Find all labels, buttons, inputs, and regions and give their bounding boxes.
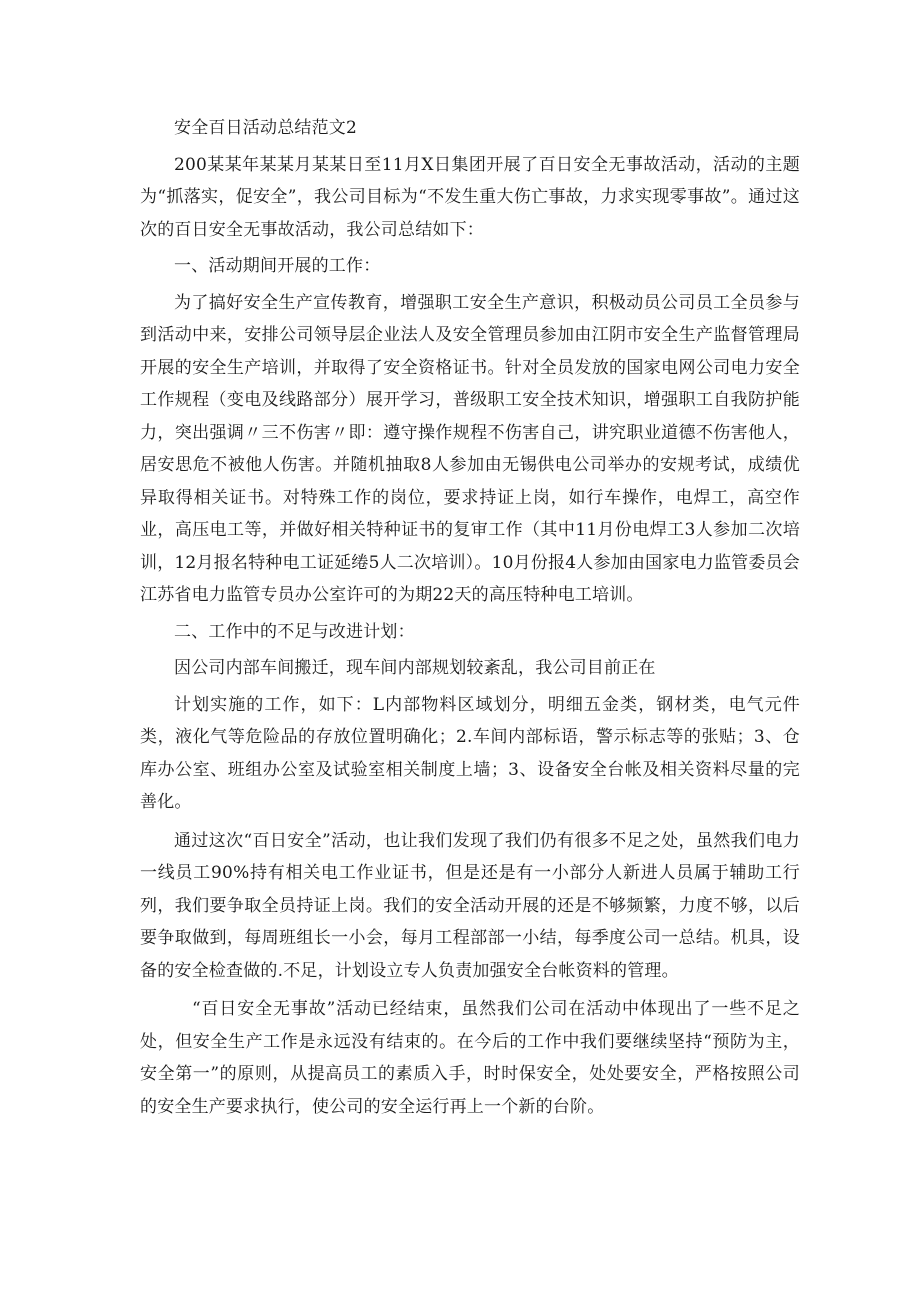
section-1-paragraph: 为了搞好安全生产宣传教育，增强职工安全生产意识，积极动员公司员工全员参与到活动中来，安排公司领导层企业法人及安全管理员参加由江阴市安全生产监督管理局开展的安全生产培训，并取得了安全资格证书。针对全员发放的国家电网公司电力安全工作规程（变电及线路部分）展开学习，普级职工安全技术知识，增强职工自我防护能力，突出强调〃三不伤害〃即：遵守操作规程不伤害自己，讲究职业道德不伤害他人，居安思危不被他人伤害。并随机抽取8人参加由无锡供电公司举办的安规考试，成绩优异取得相关证书。对特殊工作的岗位，要求持证上岗，如行车操作，电焊工，高空作业，高压电工等，并做好相关特种证书的复审工作（其中11月份电焊工3人参加二次培训，12月报名特种电工证延绻5人二次培训）。10月份报4人参加由国家电力监管委员会江苏省电力监管专员办公室许可的为期22天的高压特种电工培训。 bbox=[140, 292, 800, 605]
section-2-paragraph-plan: 计划实施的工作，如下：L内部物料区域划分，明细五金类，钢材类，电气元件类，液化气等危险品的存放位置明确化；2.车间内部标语，警示标志等的张贴；3、仓库办公室、班组办公室及试验室相关制度上墙；3、设备安全台帐及相关资料尽量的完善化。 bbox=[140, 694, 800, 812]
document-title: 安全百日活动总结范文2 bbox=[174, 118, 358, 138]
conclusion-paragraph: “百日安全无事故”活动已经结束，虽然我们公司在活动中体现出了一些不足之处，但安全生产工作是永远没有结束的。在今后的工作中我们要继续坚持“预防为主，安全第一”的原则，从提高员工的素质入手，时时保安全，处处要安全，严格按照公司的安全生产要求执行，使公司的安全运行再上一个新的台阶。 bbox=[140, 999, 800, 1117]
section-heading-2: 二、工作中的不足与改进计划： bbox=[174, 621, 415, 642]
section-2-paragraph-intro: 因公司内部车间搬迁，现车间内部规划较紊乱，我公司目前正在 bbox=[174, 658, 656, 678]
document-body bbox=[140, 112, 800, 1123]
intro-paragraph: 200某某年某某月某某日至11月X日集团开展了百日安全无事故活动，活动的主题为“抓落实，促安全”，我公司目标为“不发生重大伤亡事故，力求实现零事故”。通过这次的百日安全无事故活动，我公司总结如下： bbox=[140, 154, 800, 240]
reflection-paragraph: 通过这次“百日安全”活动，也让我们发现了我们仍有很多不足之处，虽然我们电力一线员工90%持有相关电工作业证书，但是还是有一小部分人新进人员属于辅助工行列，我们要争取全员持证上岗。我们的安全活动开展的还是不够频繁，力度不够，以后要争取做到，每周班组长一小会，每月工程部部一小结，每季度公司一总结。机具，设备的安全检查做的.不足，计划设立专人负责加强安全台帐资料的管理。 bbox=[140, 830, 800, 981]
section-heading-1: 一、活动期间开展的工作： bbox=[174, 256, 381, 276]
